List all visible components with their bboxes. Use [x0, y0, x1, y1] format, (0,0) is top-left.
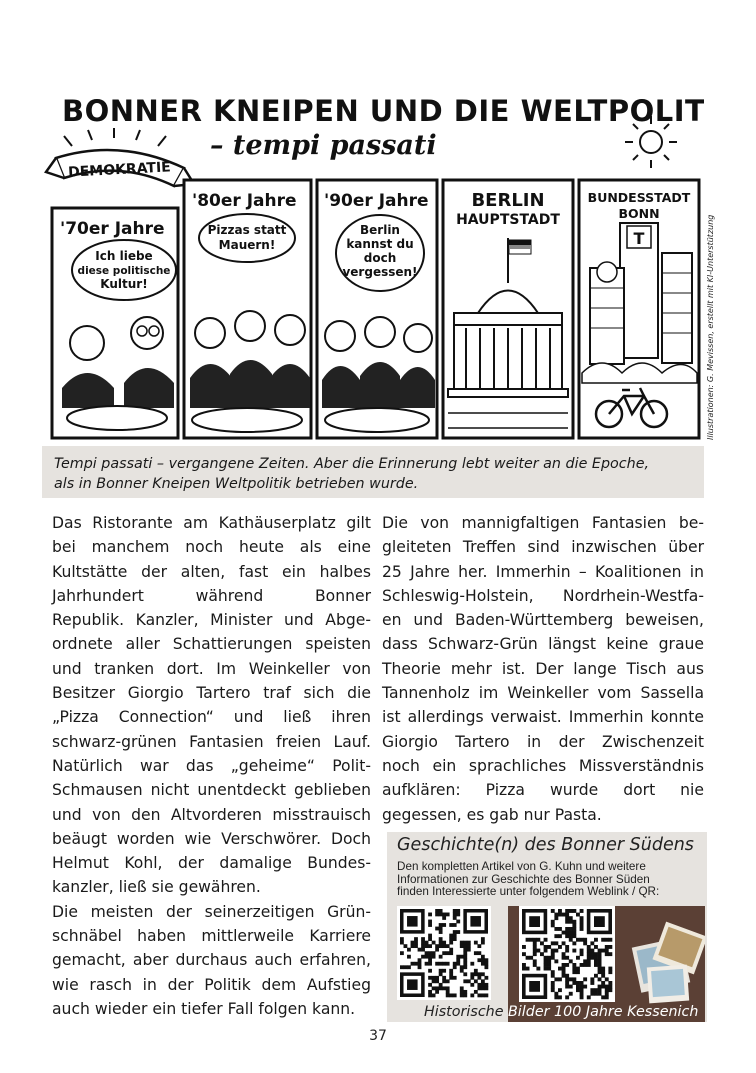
- article-line: Republik. Kanzler, Minister und Abge-: [52, 611, 371, 630]
- info-box-text-line: Informationen zur Geschichte des Bonner Süden: [397, 872, 650, 886]
- panel-bonn-heading-2: BONN: [618, 206, 660, 221]
- panel-berlin-heading-1: BERLIN: [471, 190, 545, 211]
- article-line: dass Schwarz-Grün längst keine graue: [382, 635, 704, 654]
- article-line: Die von mannigfaltigen Fantasien be-: [382, 514, 704, 532]
- comic-subtitle: – tempi passati: [210, 130, 437, 161]
- telekom-logo-icon: T: [633, 229, 645, 248]
- article-line: en und Baden-Württemberg beweisen,: [382, 611, 704, 630]
- page-number: 37: [369, 1028, 387, 1044]
- panel-70er: [52, 208, 178, 438]
- article-line: Schmausen nicht unentdeckt geblieben: [52, 781, 371, 800]
- article-line: Die meisten der seinerzeitigen Grün-: [52, 902, 371, 921]
- article-line: gegessen, es gab nur Pasta.: [382, 805, 602, 824]
- panel-90er: [317, 180, 437, 438]
- panel-80er: [184, 180, 311, 438]
- article-line: schwarz-grünen Fantasien freien Lauf.: [52, 732, 371, 751]
- article-line: „Pizza Connection“ und ließ ihren: [52, 708, 371, 727]
- article-line: Das Ristorante am Kathäuserplatz gilt: [52, 514, 371, 532]
- info-box-heading: Geschichte(n) des Bonner Südens: [397, 835, 694, 855]
- article-line: bei manchem noch heute als eine: [52, 538, 371, 557]
- article-line: Tannenholz im Weinkeller vom Sassella: [382, 684, 704, 703]
- caption-line-2: als in Bonner Kneipen Weltpolitik betrieben wurde.: [54, 476, 419, 492]
- panel-70er-heading: '70er Jahre: [60, 219, 165, 239]
- panel-70er-speech-2: diese politische: [77, 265, 171, 277]
- illustration-credit: [706, 170, 720, 440]
- article-line: 25 Jahre her. Immerhin – Koalitionen in: [382, 562, 704, 581]
- article-line: ordnete aller Schattierungen speisten: [52, 635, 371, 654]
- qr-code-historische-bilder[interactable]: [519, 906, 615, 1002]
- panel-90er-speech-2: kannst du: [346, 237, 414, 251]
- panel-bonn: [579, 180, 699, 438]
- panel-90er-speech-4: vergessen!: [342, 265, 418, 279]
- panel-80er-speech-2: Mauern!: [218, 238, 276, 252]
- qr-code-article[interactable]: [397, 906, 491, 1000]
- info-box-text-line: Den kompletten Artikel von G. Kuhn und weitere: [397, 860, 646, 873]
- article-column-right: [382, 511, 704, 827]
- panel-berlin: [443, 180, 573, 438]
- info-box-text: [397, 861, 659, 899]
- article-line: aufklären: Pizza wurde dort nie: [382, 781, 704, 800]
- comic-artwork: [42, 88, 704, 444]
- article-line: Theorie mehr ist. Der lange Tisch aus: [382, 659, 704, 678]
- article-line: Besitzer Giorgio Tartero traf sich die: [52, 684, 371, 703]
- qr-code-icon: [397, 906, 491, 1000]
- article-line: auch wieder ein tiefer Fall folgen kann.: [52, 999, 356, 1018]
- article-line: gleiteten Treffen sind inzwischen über: [382, 538, 704, 557]
- panel-berlin-heading-2: HAUPTSTADT: [456, 212, 560, 228]
- info-box-text-line: finden Interessierte unter folgendem Weblink / QR:: [397, 885, 660, 899]
- article-line: kanzler, ließ sie gewähren.: [52, 878, 261, 897]
- qr-code-icon: [519, 906, 615, 1002]
- article-line: Giorgio Tartero in der Zwischenzeit: [382, 732, 704, 751]
- comic-illustration: [42, 88, 704, 444]
- article-line: Helmut Kohl, der damalige Bundes-: [52, 854, 371, 873]
- qr-label-bilder: Bilder 100 Jahre Kessenich: [508, 1004, 699, 1020]
- article-line: wie rasch in der Politik dem Aufstieg: [52, 975, 371, 994]
- article-line: ist allerdings verwaist. Immerhin konnte: [382, 708, 704, 727]
- panel-70er-speech-1: Ich liebe: [95, 249, 153, 263]
- article-line: Natürlich war das „geheime“ Polit-: [52, 756, 371, 775]
- article-line: gemacht, aber durchaus auch erfahren,: [52, 951, 371, 970]
- article-column-left: [52, 511, 371, 1021]
- illustration-credit-text: Illustrationen: G. Mevissen, erstellt mit KI-Unterstützung: [706, 214, 715, 440]
- comic-title: BONNER KNEIPEN UND DIE WELTPOLITIK: [62, 94, 704, 128]
- panel-80er-speech-1: Pizzas statt: [207, 223, 287, 237]
- panel-bonn-heading-1: BUNDESSTADT: [587, 190, 691, 205]
- article-line: Kultstätte der alten, fast ein halbes: [52, 562, 371, 581]
- image-caption: [42, 446, 704, 498]
- banner-text: DEMOKRATIE: [67, 159, 172, 181]
- panel-90er-speech-3: doch: [363, 251, 397, 265]
- article-line: schnäbel haben mittlerweile Karriere: [52, 927, 371, 946]
- panel-90er-speech-1: Berlin: [360, 223, 400, 237]
- qr-label-historische: Historische: [424, 1004, 504, 1020]
- caption-line-1: Tempi passati – vergangene Zeiten. Aber die Erinnerung lebt weiter an die Epoche,: [54, 456, 650, 472]
- panel-70er-speech-3: Kultur!: [100, 277, 148, 291]
- article-line: Schleswig-Holstein, Nordrhein-Westfa-: [382, 586, 704, 605]
- demokratie-banner: [46, 128, 194, 186]
- panel-90er-heading: '90er Jahre: [324, 191, 429, 211]
- panel-80er-heading: '80er Jahre: [192, 191, 297, 211]
- article-line: noch ein sprachliches Missverständnis: [382, 756, 704, 775]
- article-line: und tranken dort. Im Weinkeller von: [52, 659, 371, 678]
- article-line: beäugt worden wie Verschwörer. Doch: [52, 829, 371, 848]
- article-line: Jahrhundert während Bonner: [52, 586, 371, 605]
- article-line: und von den Altvorderen misstrauisch: [52, 805, 371, 824]
